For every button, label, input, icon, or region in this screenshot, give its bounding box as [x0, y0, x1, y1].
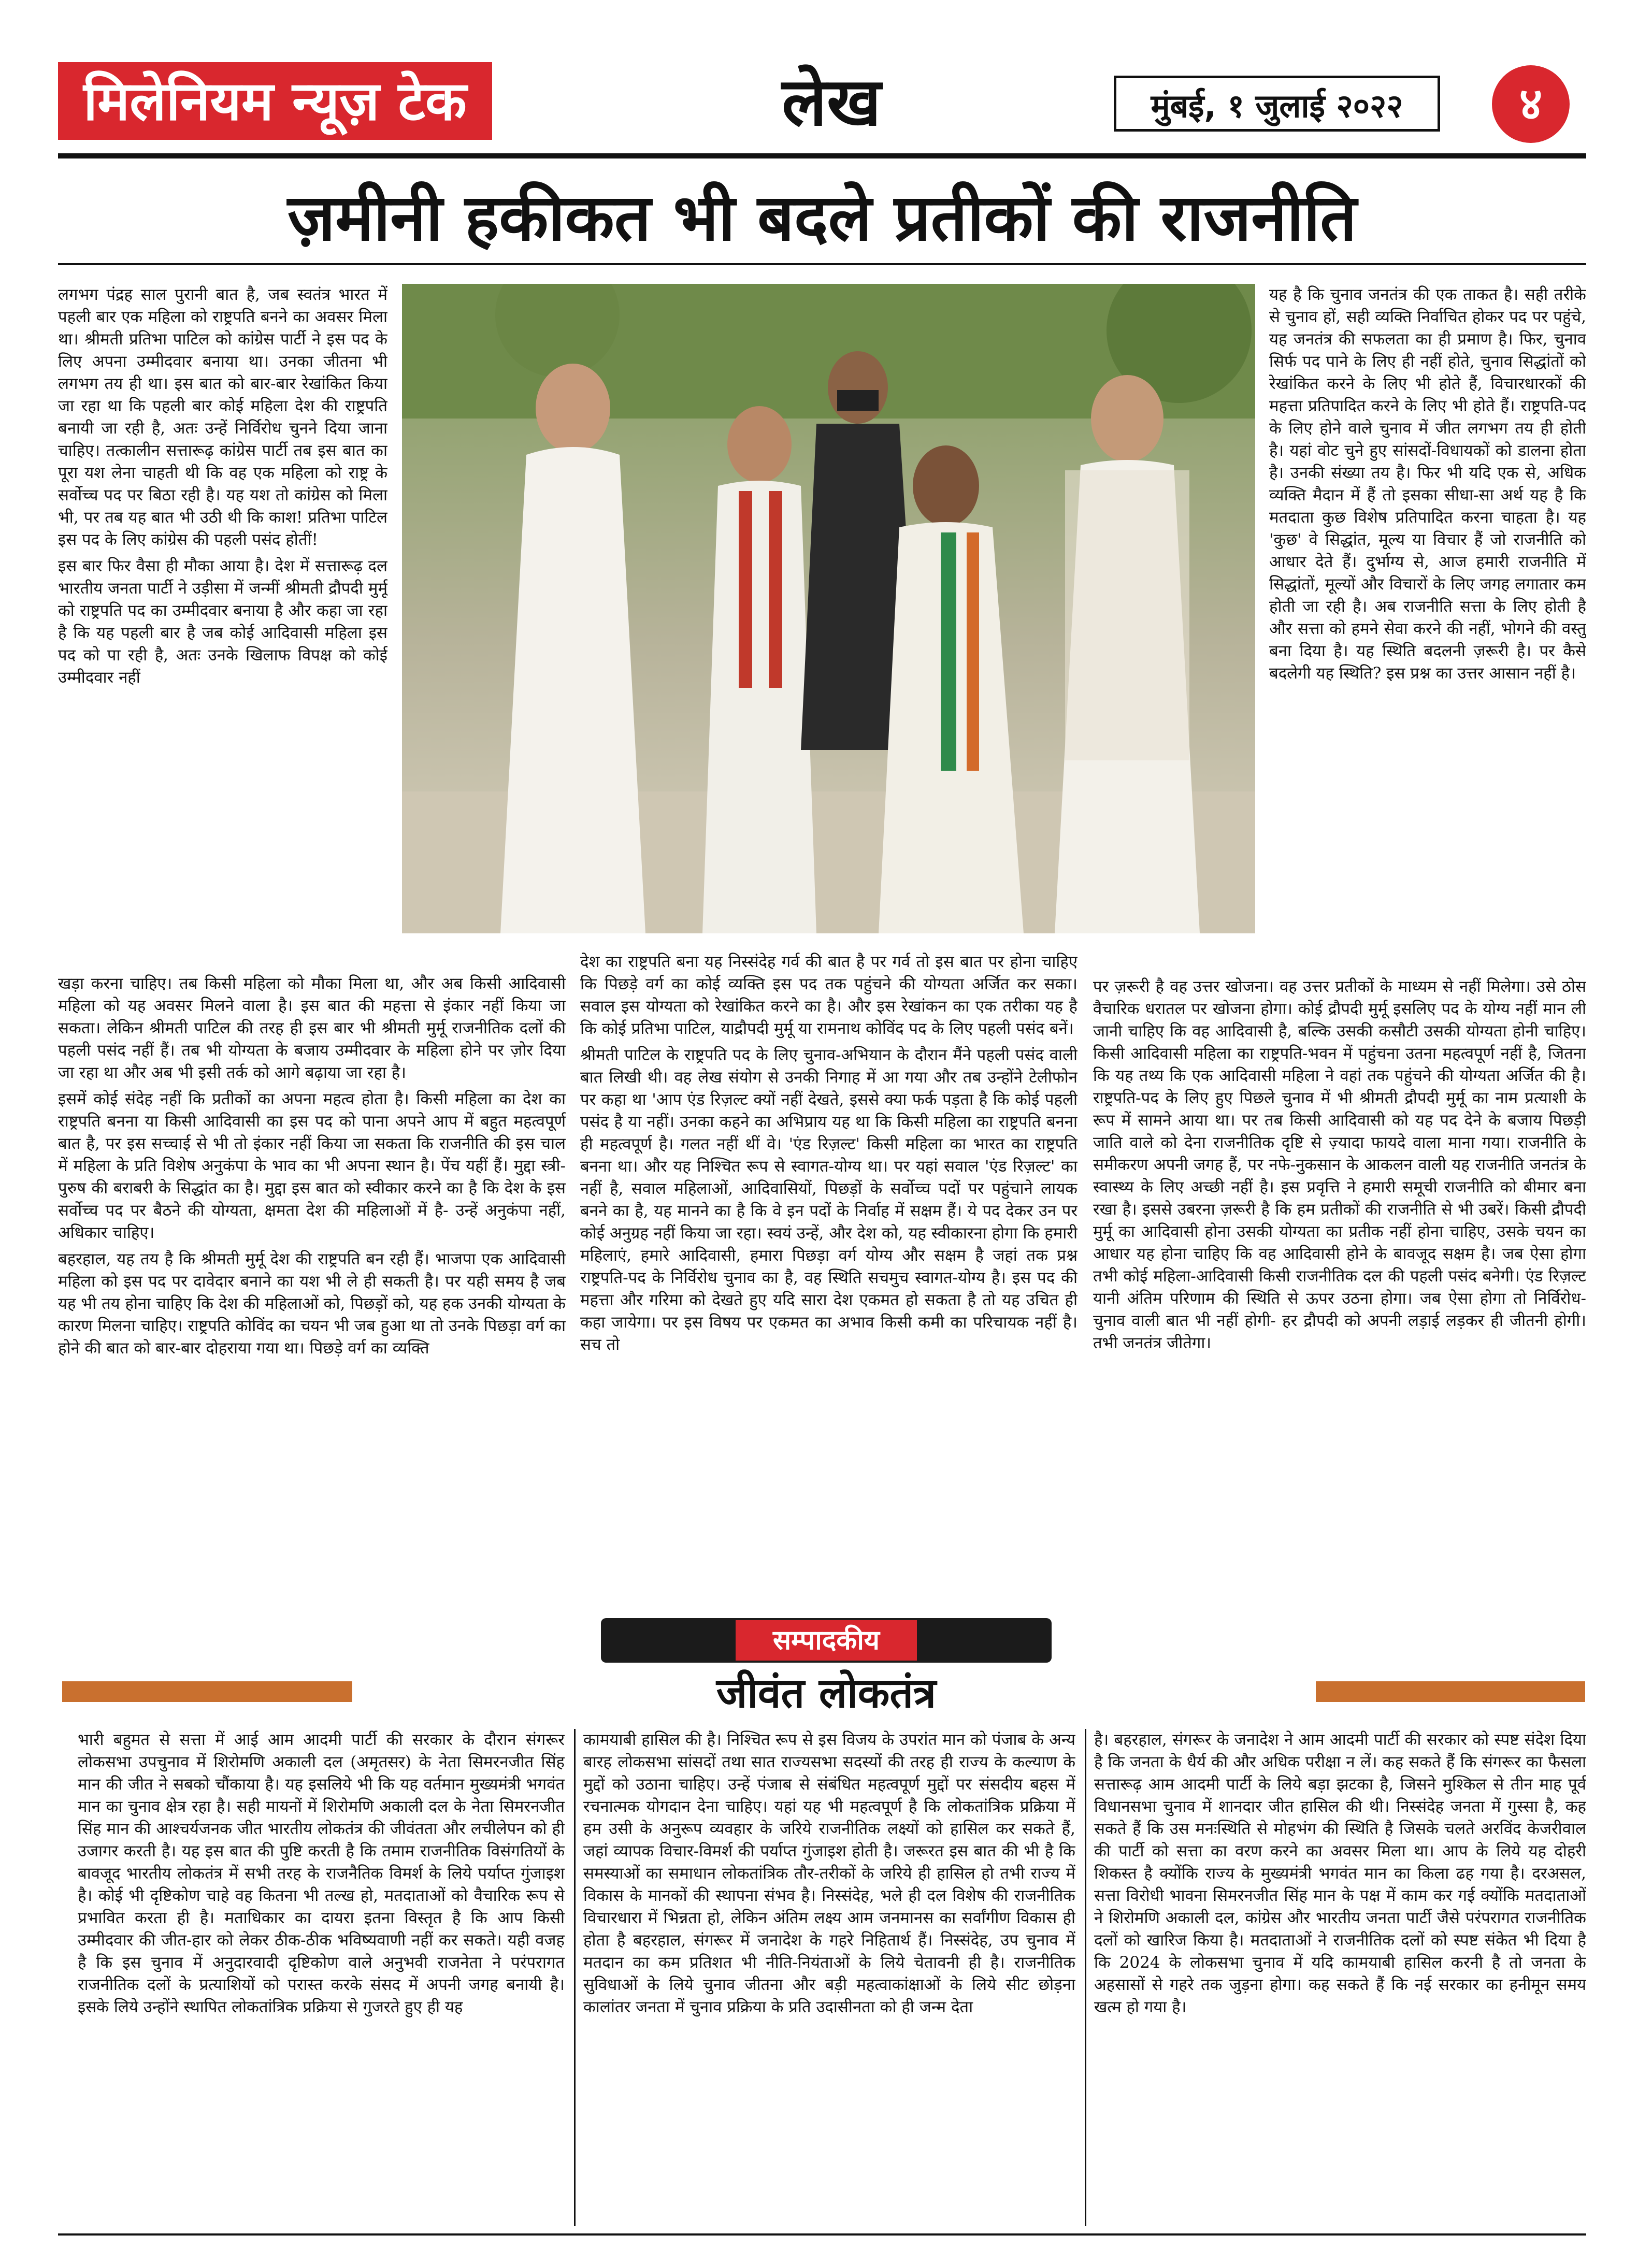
section-title: लेख	[782, 64, 881, 141]
headline-rule	[58, 263, 1586, 265]
editorial-paragraph: भारी बहुमत से सत्ता में आई आम आदमी पार्टी की सरकार के दौरान संगरूर लोकसभा उपचुनाव में शिरोमणि अकाली दल (अमृतसर) के नेता सिमरनजीत सिंह मान की जीत ने सबको चौंकाया है। यह इसलिये भी कि यह वर्तमान मुख्यमंत्री भगवंत मान का चुनाव क्षेत्र रहा है। सही मायनों में शिरोमणि अकाली दल के नेता सिमरनजीत सिंह मान की आश्चर्यजनक जीत भारतीय लोकतंत्र की जीवंतता और लचीलेपन को ही उजागर करती है। यह इस बात की पुष्टि करती है कि तमाम राजनीतिक विसंगतियों के बावजूद भारतीय लोकतंत्र में सभी तरह के राजनैतिक विमर्श के लिये पर्याप्त गुंजाइश है। कोई भी दृष्टिकोण चाहे वह कितना भी तल्ख हो, मतदाताओं को वैचारिक रूप से प्रभावित करता ही है। मताधिकार का दायरा इतना विस्तृत है कि आप किसी उम्मीदवार की जीत-हार को लेकर ठीक-ठीक भविष्यवाणी नहीं कर सकते। यही वजह है कि इस चुनाव में अनुदारवादी दृष्टिकोण वाले अनुभवी राजनेता ने परंपरागत राजनीतिक दलों के प्रत्याशियों को परास्त करके संसद में अपनी जगह बनायी है। इसके लिये उन्होंने स्थापित लोकतांत्रिक प्रक्रिया से गुजरते हुए ही यह	[78, 1731, 565, 2016]
article-paragraph: बहरहाल, यह तय है कि श्रीमती मुर्मू देश की राष्ट्रपति बन रही हैं। भाजपा एक आदिवासी महिला को इस पद पर दावेदार बनाने का यश भी ले ही सकती है। पर यही समय है जब यह भी तय होना चाहिए कि देश की महिलाओं को, पिछड़ों को, यह हक उनकी योग्यता के कारण मिलना चाहिए। राष्ट्रपति कोविंद का चयन भी जब हुआ था तो उनके पिछड़ा वर्ग का होने की बात को बार-बार दोहराया गया था। पिछड़े वर्ग का व्यक्ति	[58, 1250, 566, 1358]
editorial-accent-bar-right	[1316, 1681, 1585, 1702]
column-divider	[574, 1729, 576, 2226]
article-column-3	[1269, 284, 1586, 976]
article-paragraph: देश का राष्ट्रपति बना यह निस्संदेह गर्व की बात है पर गर्व तो इस बात पर होना चाहिए कि पिछड़े वर्ग का कोई व्यक्ति इस पद तक पहुंचने की योग्यता अर्जित कर सका। सवाल इस योग्यता को रेखांकित करने का है। और इस रेखांकन का एक तरीका यह है कि कोई प्रतिभा पाटिल, याद्रौपदी मुर्मू या रामनाथ कोविंद पद के लिए पहली पसंद बनें।	[580, 953, 1078, 1038]
article-paragraph: लगभग पंद्रह साल पुरानी बात है, जब स्वतंत्र भारत में पहली बार एक महिला को राष्ट्रपति बनने का अवसर मिला था। श्रीमती प्रतिभा पाटिल को कांग्रेस पार्टी ने इस पद के लिए अपना उम्मीदवार बनाया था। उनका जीतना भी लगभग तय ही था। इस बात को बार-बार रेखांकित किया जा रहा था कि पहली बार कोई महिला देश की राष्ट्रपति बनायी जा रही है, अतः उन्हें निर्विरोध चुनने दिया जाना चाहिए। तत्कालीन सत्तारूढ़ कांग्रेस पार्टी तब इस बात का पूरा यश लेना चाहती थी कि वह एक महिला को राष्ट्र के सर्वोच्च पद पर बिठा रही है। यह यश तो कांग्रेस को मिला भी, पर तब यह बात भी उठी थी कि काश! प्रतिभा पाटिल इस पद के लिए कांग्रेस की पहली पसंद होतीं!	[58, 285, 387, 549]
article-paragraph: इस बार फिर वैसा ही मौका आया है। देश में सत्तारूढ़ दल भारतीय जनता पार्टी ने उड़ीसा में जन्मीं श्रीमती द्रौपदी मुर्मू को राष्ट्रपति पद का उम्मीदवार बनाया है और कहा जा रहा है कि यह पहली बार है जब कोई आदिवासी महिला इस पद को पा रही है, अतः उनके खिलाफ विपक्ष को कोई उम्मीदवार नहीं	[58, 557, 387, 687]
article-column-1-continued	[58, 973, 566, 1581]
page-number-badge: ४	[1492, 65, 1570, 143]
editorial-column-1	[78, 1729, 565, 2226]
column-divider	[1085, 1729, 1086, 2226]
article-paragraph: पर ज़रूरी है वह उत्तर खोजना। वह उत्तर प्रतीकों के माध्यम से नहीं मिलेगा। उसे ठोस वैचारिक धरातल पर खोजना होगा। कोई द्रौपदी मुर्मू इसलिए पद के योग्य नहीं मान ली जानी चाहिए कि वह आदिवासी है, बल्कि उसकी कसौटी उसकी योग्यता होनी चाहिए। किसी आदिवासी महिला का राष्ट्रपति-भवन में पहुंचना उतना महत्वपूर्ण नहीं है, जितना कि यह तथ्य कि एक आदिवासी महिला ने वहां तक पहुंचने की योग्यता अर्जित की है। राष्ट्रपति-पद के लिए हुए पिछले चुनाव में भी श्रीमती द्रौपदी मुर्मू का नाम प्रत्याशी के रूप में सामने आया था। पर तब किसी आदिवासी को यह पद देने के बजाय पिछड़ी जाति वाले को देना राजनीतिक दृष्टि से ज़्यादा फायदे वाला माना गया। राजनीति के समीकरण अपनी जगह हैं, पर नफे-नुकसान के आकलन वाली यह राजनीति जनतंत्र के स्वास्थ्य के लिए अच्छी नहीं है। इस प्रवृत्ति ने हमारी समूची राजनीति को बीमार बना रखा है। इससे उबरना ज़रूरी है कि हम प्रतीकों की राजनीति से भी उबरें। किसी द्रौपदी मुर्मू का आदिवासी होना उसकी योग्यता का प्रतीक नहीं होना चाहिए, उसके चयन का आधार यह होना चाहिए कि वह आदिवासी होने के बावजूद सक्षम है। जब ऐसा होगा तभी कोई महिला-आदिवासी किसी राजनीतिक दल की पहली पसंद बनेगी। एंड रिज़ल्ट यानी अंतिम परिणाम की स्थिति से ऊपर उठना होगा। जब ऐसा होगा तो निर्विरोध-चुनाव वाली बात भी नहीं होगी- हर द्रौपदी को अपनी लड़ाई लड़कर ही जीतनी होगी। तभी जनतंत्र जीतेगा।	[1093, 977, 1586, 1352]
editorial-paragraph: कामयाबी हासिल की है। निश्चित रूप से इस विजय के उपरांत मान को पंजाब के अन्य बारह लोकसभा सांसदों तथा सात राज्यसभा सदस्यों की तरह ही राज्य के कल्याण के मुद्दों को उठाना चाहिए। उन्हें पंजाब से संबंधित महत्वपूर्ण मुद्दों पर संसदीय बहस में रचनात्मक योगदान देना चाहिए। यहां यह भी महत्वपूर्ण है कि लोकतांत्रिक प्रक्रिया में हम उसी के अनुरूप व्यवहार के जरिये राजनीतिक लक्ष्यों को हासिल कर सकते हैं, जहां व्यापक विचार-विमर्श की पर्याप्त गुंजाइश होती है। जरूरत इस बात की भी है कि समस्याओं का समाधान लोकतांत्रिक तौर-तरीकों के जरिये ही हासिल हो तभी राज्य में विकास के मानकों की स्थापना संभव है। निस्संदेह, भले ही दल विशेष की राजनीतिक विचारधारा में भिन्नता हो, लेकिन अंतिम लक्ष्य आम जनमानस का सर्वांगीण विकास ही होता है बहरहाल, संगरूर में जनादेश के गहरे निहितार्थ हैं। निस्संदेह, उप चुनाव में मतदान का कम प्रतिशत भी नीति-नियंताओं के लिये चेतावनी ही है। राजनीतिक सुविधाओं के लिये चुनाव जीतना और बड़ी महत्वाकांक्षाओं के लिये सीट छोड़ना कालांतर जनता में चुनाव प्रक्रिया के प्रति उदासीनता को ही जन्म देता	[583, 1731, 1075, 2016]
editorial-column-2	[583, 1729, 1075, 2226]
article-column-1	[58, 284, 387, 965]
editorial-banner-label: सम्पादकीय	[736, 1620, 917, 1661]
article-headline: ज़मीनी हकीकत भी बदले प्रतीकों की राजनीति	[288, 181, 1357, 255]
article-column-2	[580, 951, 1078, 1593]
editorial-paragraph: है। बहरहाल, संगरूर के जनादेश ने आम आदमी पार्टी की सरकार को स्पष्ट संदेश दिया है कि जनता के धैर्य की और अधिक परीक्षा न लें। कह सकते हैं कि संगरूर का फैसला सत्तारूढ़ आम आदमी पार्टी के लिये बड़ा झटका है, जिसने मुश्किल से तीन माह पूर्व विधानसभा चुनाव में शानदार जीत हासिल की थी। निस्संदेह जनता में गुस्सा है, कह सकते हैं कि उस मनःस्थिति से मोहभंग की स्थिति है जिसके चलते अरविंद केजरीवाल की पार्टी को सत्ता का वरण करने का अवसर मिला था। आप के लिये यह दोहरी शिकस्त है क्योंकि राज्य के मुख्यमंत्री भगवंत मान का किला ढह गया है। दरअसल, सत्ता विरोधी भावना सिमरनजीत सिंह मान के पक्ष में काम कर गई क्योंकि मतदाताओं ने शिरोमणि अकाली दल, कांग्रेस और भारतीय जनता पार्टी जैसे परंपरागत राजनीतिक दलों को खारिज किया है। मतदाताओं ने राजनीतिक दलों को स्पष्ट संकेत भी दिया है कि 2024 के लोकसभा चुनाव में यदि कामयाबी हासिल करनी है तो जनता के अहसासों से गहरे तक जुड़ना होगा। कह सकते हैं कि नई सरकार का हनीमून समय खत्म हो गया है।	[1094, 1731, 1586, 2016]
dateline: मुंबई, १ जुलाई २०२२	[1114, 76, 1440, 132]
article-paragraph: खड़ा करना चाहिए। तब किसी महिला को मौका मिला था, और अब किसी आदिवासी महिला को यह अवसर मिलने वाला है। इस बात की महत्ता से इंकार नहीं किया जा सकता। लेकिन श्रीमती पाटिल की तरह ही इस बार भी श्रीमती मुर्मू राजनीतिक दलों की पहली पसंद नहीं हैं। तब भी योग्यता के बजाय उम्मीदवार के महिला होने पर ज़ोर दिया जा रहा था और अब भी इसी तर्क को आगे बढ़ाया जा रहा है।	[58, 974, 566, 1082]
article-photo	[402, 284, 1255, 933]
newspaper-logo: मिलेनियम न्यूज़ टेक	[58, 62, 492, 140]
article-paragraph: श्रीमती पाटिल के राष्ट्रपति पद के लिए चुनाव-अभियान के दौरान मैंने पहली पसंद वाली बात लिखी थी। वह लेख संयोग से उनकी निगाह में आ गया और तब उन्होंने टेलीफोन पर कहा था 'आप एंड रिज़ल्ट क्यों नहीं देखते, इससे क्या फर्क पड़ता है कि कोई पहली पसंद है या नहीं। उनका कहने का अभिप्राय यह था कि किसी महिला का राष्ट्रपति बनना ही महत्वपूर्ण है। गलत नहीं थीं वे। 'एंड रिज़ल्ट' किसी महिला का भारत का राष्ट्रपति बनना था। और यह निश्चित रूप से स्वागत-योग्य था। पर यहां सवाल 'एंड रिज़ल्ट' का नहीं है, सवाल महिलाओं, आदिवासियों, पिछड़ों के सर्वोच्च पदों पर पहुंचाने लायक बनने का है, यह मानने का है कि वे इन पदों के निर्वाह में सक्षम हैं। ये पद देकर उन पर कोई अनुग्रह नहीं किया जा रहा। स्वयं उन्हें, और देश को, यह स्वीकारना होगा कि हमारी महिलाएं, हमारे आदिवासी, हमारा पिछड़ा वर्ग योग्य और सक्षम है जहां तक प्रश्न राष्ट्रपति-पद के निर्विरोध चुनाव का है, वह स्थिति सचमुच स्वागत-योग्य है। इस पद की महत्ता और गरिमा को देखते हुए यदि सारा देश एकमत हो सकता है तो यह उचित ही कहा जायेगा। पर इस विषय पर एकमत का अभाव किसी कमी का परिचायक नहीं है। सच तो	[580, 1046, 1078, 1354]
editorial-accent-bar-left	[62, 1681, 352, 1702]
article-paragraph: यह है कि चुनाव जनतंत्र की एक ताकत है। सही तरीके से चुनाव हों, सही व्यक्ति निर्वाचित होकर पद पर पहुंचे, यह जनतंत्र की सफलता का ही प्रमाण है। फिर, चुनाव सिर्फ पद पाने के लिए ही नहीं होते, चुनाव सिद्धांतों को रेखांकित करने के लिए भी होते हैं, विचारधारकों की महत्ता प्रतिपादित करने के लिए भी होते हैं। राष्ट्रपति-पद के लिए होने वाले चुनाव में जीत लगभग तय ही होती है। यहां वोट चुने हुए सांसदों-विधायकों को डालना होता है। उनकी संख्या तय है। फिर भी यदि एक से, अधिक व्यक्ति मैदान में हैं तो इसका सीधा-सा अर्थ यह है कि मतदाता कुछ विशेष प्रतिपादित करना चाहता है। यह 'कुछ' वे सिद्धांत, मूल्य या विचार हैं जो राजनीति को आधार देते हैं। दुर्भाग्य से, आज हमारी राजनीति में सिद्धांतों, मूल्यों और विचारों के लिए जगह लगातार कम होती जा रही है। अब राजनीति सत्ता के लिए होती है और सत्ता को हमने सेवा करने की नहीं, भोगने की वस्तु बना दिया है। यह स्थिति बदलनी ज़रूरी है। पर कैसे बदलेगी यह स्थिति? इस प्रश्न का उत्तर आसान नहीं है।	[1269, 285, 1586, 683]
editorial-column-3	[1094, 1729, 1586, 2226]
editorial-title: जीवंत लोकतंत्र	[716, 1669, 937, 1717]
page-bottom-rule	[58, 2233, 1586, 2236]
masthead-rule	[58, 153, 1586, 158]
article-column-3-continued	[1093, 976, 1586, 1587]
article-paragraph: इसमें कोई संदेह नहीं कि प्रतीकों का अपना महत्व होता है। किसी महिला का देश का राष्ट्रपति बनना या किसी आदिवासी का इस पद को पाना अपने आप में बहुत महत्वपूर्ण बात है, पर इस सच्चाई से भी तो इंकार नहीं किया जा सकता कि राजनीति की इस चाल में महिला के प्रति विशेष अनुकंपा के भाव का भी अपना स्थान है। पेंच यहीं हैं। मुद्दा स्त्री-पुरुष की बराबरी के सिद्धांत का है। मुद्दा इस बात को स्वीकार करने का है कि देश के इस सर्वोच्च पद पर बैठने की योग्यता, क्षमता देश की महिलाओं में है- उन्हें अनुकंपा नहीं, अधिकार चाहिए।	[58, 1090, 566, 1242]
